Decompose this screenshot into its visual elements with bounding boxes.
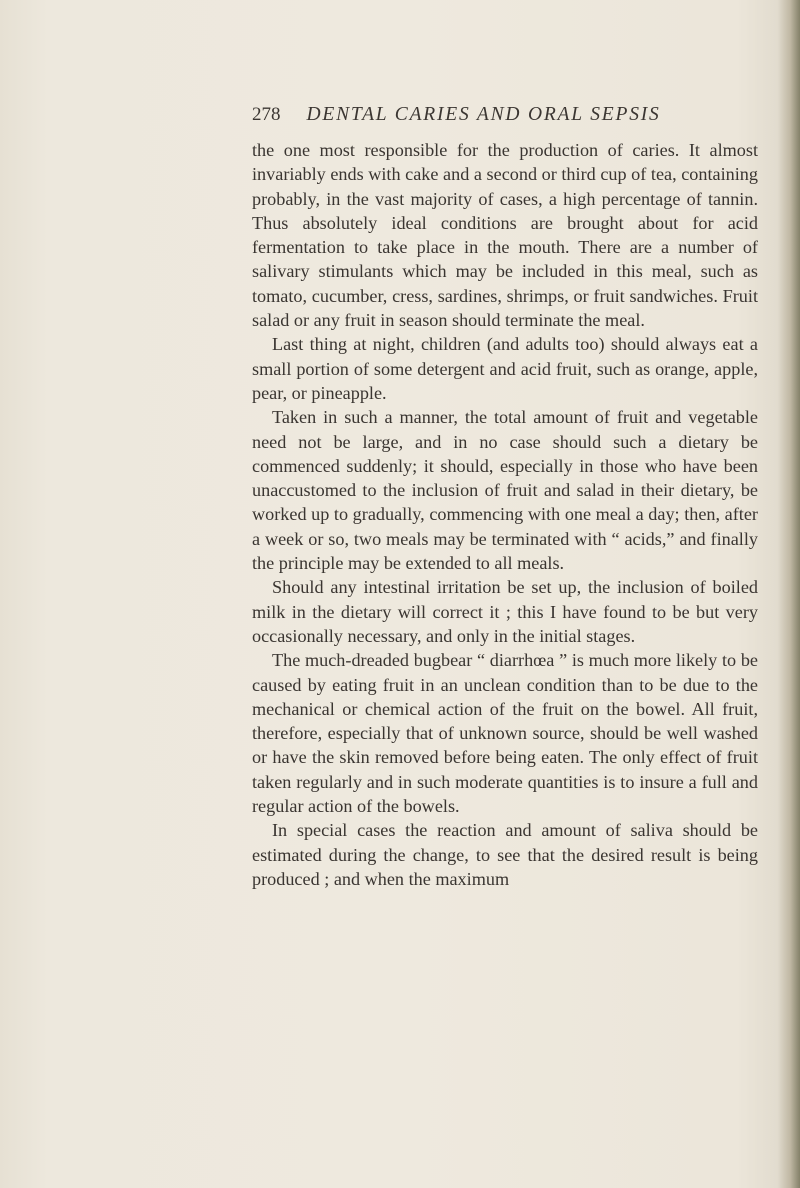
page-number: 278 <box>252 104 281 125</box>
paragraph: In special cases the reaction and amount of saliva should be estimated during the change, to see that the desired result is being produced ; and when the maximum <box>252 820 758 889</box>
paragraph: the one most responsible for the production of caries. It almost invariably ends with cake and a second or third cup of tea, containing probably, in the vast majority of cases, a high percentage of tannin. Thus absolutely ideal conditions are brought about for acid fermentation to take place in the mouth. There are a number of salivary stimulants which may be included in this meal, such as tomato, cucumber, cress, sardines, shrimps, or fruit sandwiches. Fruit salad or any fruit in season should terminate the meal. <box>252 140 758 331</box>
page-edge-shadow <box>778 0 800 1188</box>
paragraph: Last thing at night, children (and adults too) should always eat a small portion of some detergent and acid fruit, such as orange, apple, pear, or pineapple. <box>252 334 758 403</box>
paragraph: Should any intestinal irritation be set up, the inclusion of boiled milk in the dietary will correct it ; this I have found to be but very occasionally necessary, and only in the initial stages. <box>252 577 758 646</box>
page-header <box>252 104 661 132</box>
paragraph: Taken in such a manner, the total amount of fruit and vegetable need not be large, and in no case should such a dietary be commenced suddenly; it should, especially in those who have been unaccustomed to the inclusion of fruit and salad in their dietary, be worked up to gradually, commencing with one meal a day; then, after a week or so, two meals may be terminated with “ acids,” and finally the principle may be extended to all meals. <box>252 407 758 574</box>
paragraph: The much-dreaded bugbear “ diarrhœa ” is much more likely to be caused by eating fruit in an unclean condition than to be due to the mechanical or chemical action of the fruit on the bowel. All fruit, therefore, especially that of unknown source, should be well washed or have the skin removed before being eaten. The only effect of fruit taken regularly and in such moderate quantities is to insure a full and regular action of the bowels. <box>252 650 758 817</box>
body-text <box>252 138 758 891</box>
running-head: DENTAL CARIES AND ORAL SEPSIS <box>306 104 661 125</box>
